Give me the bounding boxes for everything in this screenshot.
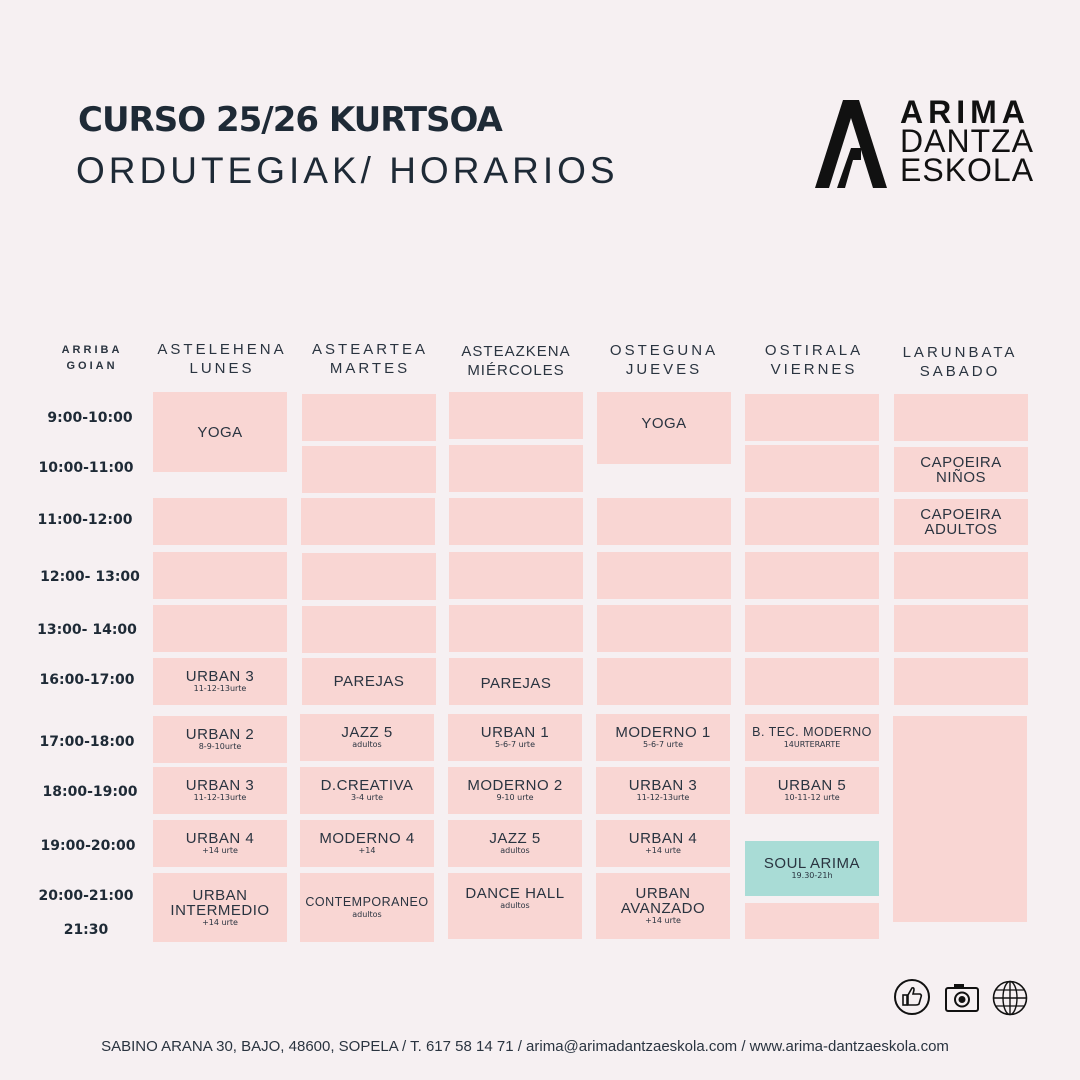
empty-cell — [302, 446, 436, 493]
class-cell: JAZZ 5 adultos — [448, 820, 582, 867]
empty-cell — [449, 392, 583, 439]
time-label: 17:00-18:00 — [39, 734, 135, 750]
camera-icon[interactable] — [944, 980, 980, 1016]
empty-cell — [745, 498, 879, 545]
empty-cell — [745, 605, 879, 652]
class-cell: URBAN 3 11-12-13urte — [596, 767, 730, 814]
time-label: 11:00-12:00 — [37, 512, 133, 528]
day-header-friday: OSTIRALA VIERNES — [764, 342, 864, 378]
empty-cell — [894, 552, 1028, 599]
empty-cell — [893, 716, 1027, 922]
page-subtitle: ORDUTEGIAK/ HORARIOS — [76, 150, 619, 191]
empty-cell — [745, 552, 879, 599]
class-cell: URBAN 2 8-9-10urte — [153, 716, 287, 763]
logo-wordmark: ARIMA DANTZA ESKOLA — [900, 94, 1035, 188]
time-label: 10:00-11:00 — [38, 460, 134, 476]
day-header-monday: ASTELEHENA LUNES — [157, 341, 287, 377]
class-cell: B. TEC. MODERNO 14URTERARTE — [745, 714, 879, 761]
class-cell: MODERNO 4 +14 — [300, 820, 434, 867]
time-label: 16:00-17:00 — [39, 672, 135, 688]
empty-cell — [894, 605, 1028, 652]
empty-cell — [449, 498, 583, 545]
class-cell: MODERNO 1 5-6-7 urte — [596, 714, 730, 761]
empty-cell — [745, 394, 879, 441]
empty-cell — [745, 658, 879, 705]
class-cell: DANCE HALL adultos — [448, 873, 582, 939]
class-cell: URBAN 4 +14 urte — [153, 820, 287, 867]
empty-cell — [153, 498, 287, 545]
class-cell: YOGA — [153, 392, 287, 472]
time-label: 21:30 — [63, 922, 109, 938]
time-label: 9:00-10:00 — [47, 410, 133, 426]
corner-label: ARRIBA GOIAN — [61, 344, 123, 372]
page-title: CURSO 25/26 KURTSOA — [78, 100, 502, 140]
class-cell: URBAN 3 11-12-13urte — [153, 658, 287, 705]
day-header-tuesday: ASTEARTEA MARTES — [312, 341, 428, 377]
class-cell-highlight: SOUL ARIMA 19.30-21h — [745, 841, 879, 896]
empty-cell — [449, 552, 583, 599]
time-label: 13:00- 14:00 — [37, 622, 137, 638]
class-cell: PAREJAS — [302, 658, 436, 705]
empty-cell — [302, 553, 436, 600]
day-header-wednesday: ASTEAZKENA MIÉRCOLES — [461, 343, 571, 379]
footer-contact: SABINO ARANA 30, BAJO, 48600, SOPELA / T. 617 58 14 71 / arima@arimadantzaeskola.com / www.arima-dantzaeskola.com — [101, 1038, 949, 1055]
arima-logo — [815, 94, 1035, 190]
class-cell: URBAN INTERMEDIO +14 urte — [153, 873, 287, 942]
globe-icon[interactable] — [992, 980, 1028, 1016]
class-cell: JAZZ 5 adultos — [300, 714, 434, 761]
time-label: 20:00-21:00 — [38, 888, 134, 904]
empty-cell — [597, 605, 731, 652]
time-label: 12:00- 13:00 — [40, 569, 140, 585]
empty-cell — [449, 445, 583, 492]
class-cell: URBAN 1 5-6-7 urte — [448, 714, 582, 761]
empty-cell — [302, 394, 436, 441]
empty-cell — [597, 658, 731, 705]
empty-cell — [894, 394, 1028, 441]
class-cell: CONTEMPORANEO adultos — [300, 873, 434, 942]
empty-cell — [745, 445, 879, 492]
day-header-saturday: LARUNBATA SABADO — [902, 344, 1018, 380]
class-cell: CAPOEIRA ADULTOS — [894, 499, 1028, 545]
time-label: 18:00-19:00 — [42, 784, 138, 800]
class-cell: CAPOEIRA NIÑOS — [894, 447, 1028, 492]
time-label: 19:00-20:00 — [40, 838, 136, 854]
arima-logo-mark — [815, 100, 887, 190]
empty-cell — [153, 552, 287, 599]
class-cell: YOGA — [597, 392, 731, 464]
day-header-thursday: OSTEGUNA JUEVES — [609, 342, 719, 378]
empty-cell — [597, 498, 731, 545]
class-cell: URBAN AVANZADO +14 urte — [596, 873, 730, 939]
class-cell: URBAN 4 +14 urte — [596, 820, 730, 867]
class-cell: MODERNO 2 9-10 urte — [448, 767, 582, 814]
empty-cell — [449, 605, 583, 652]
empty-cell — [894, 658, 1028, 705]
class-cell: D.CREATIVA 3-4 urte — [300, 767, 434, 814]
class-cell: PAREJAS — [449, 658, 583, 705]
empty-cell — [153, 605, 287, 652]
empty-cell — [302, 606, 436, 653]
class-cell: URBAN 3 11-12-13urte — [153, 767, 287, 814]
class-cell: URBAN 5 10-11-12 urte — [745, 767, 879, 814]
empty-cell — [745, 903, 879, 939]
empty-cell — [301, 498, 435, 545]
empty-cell — [597, 552, 731, 599]
like-icon[interactable] — [894, 979, 930, 1015]
